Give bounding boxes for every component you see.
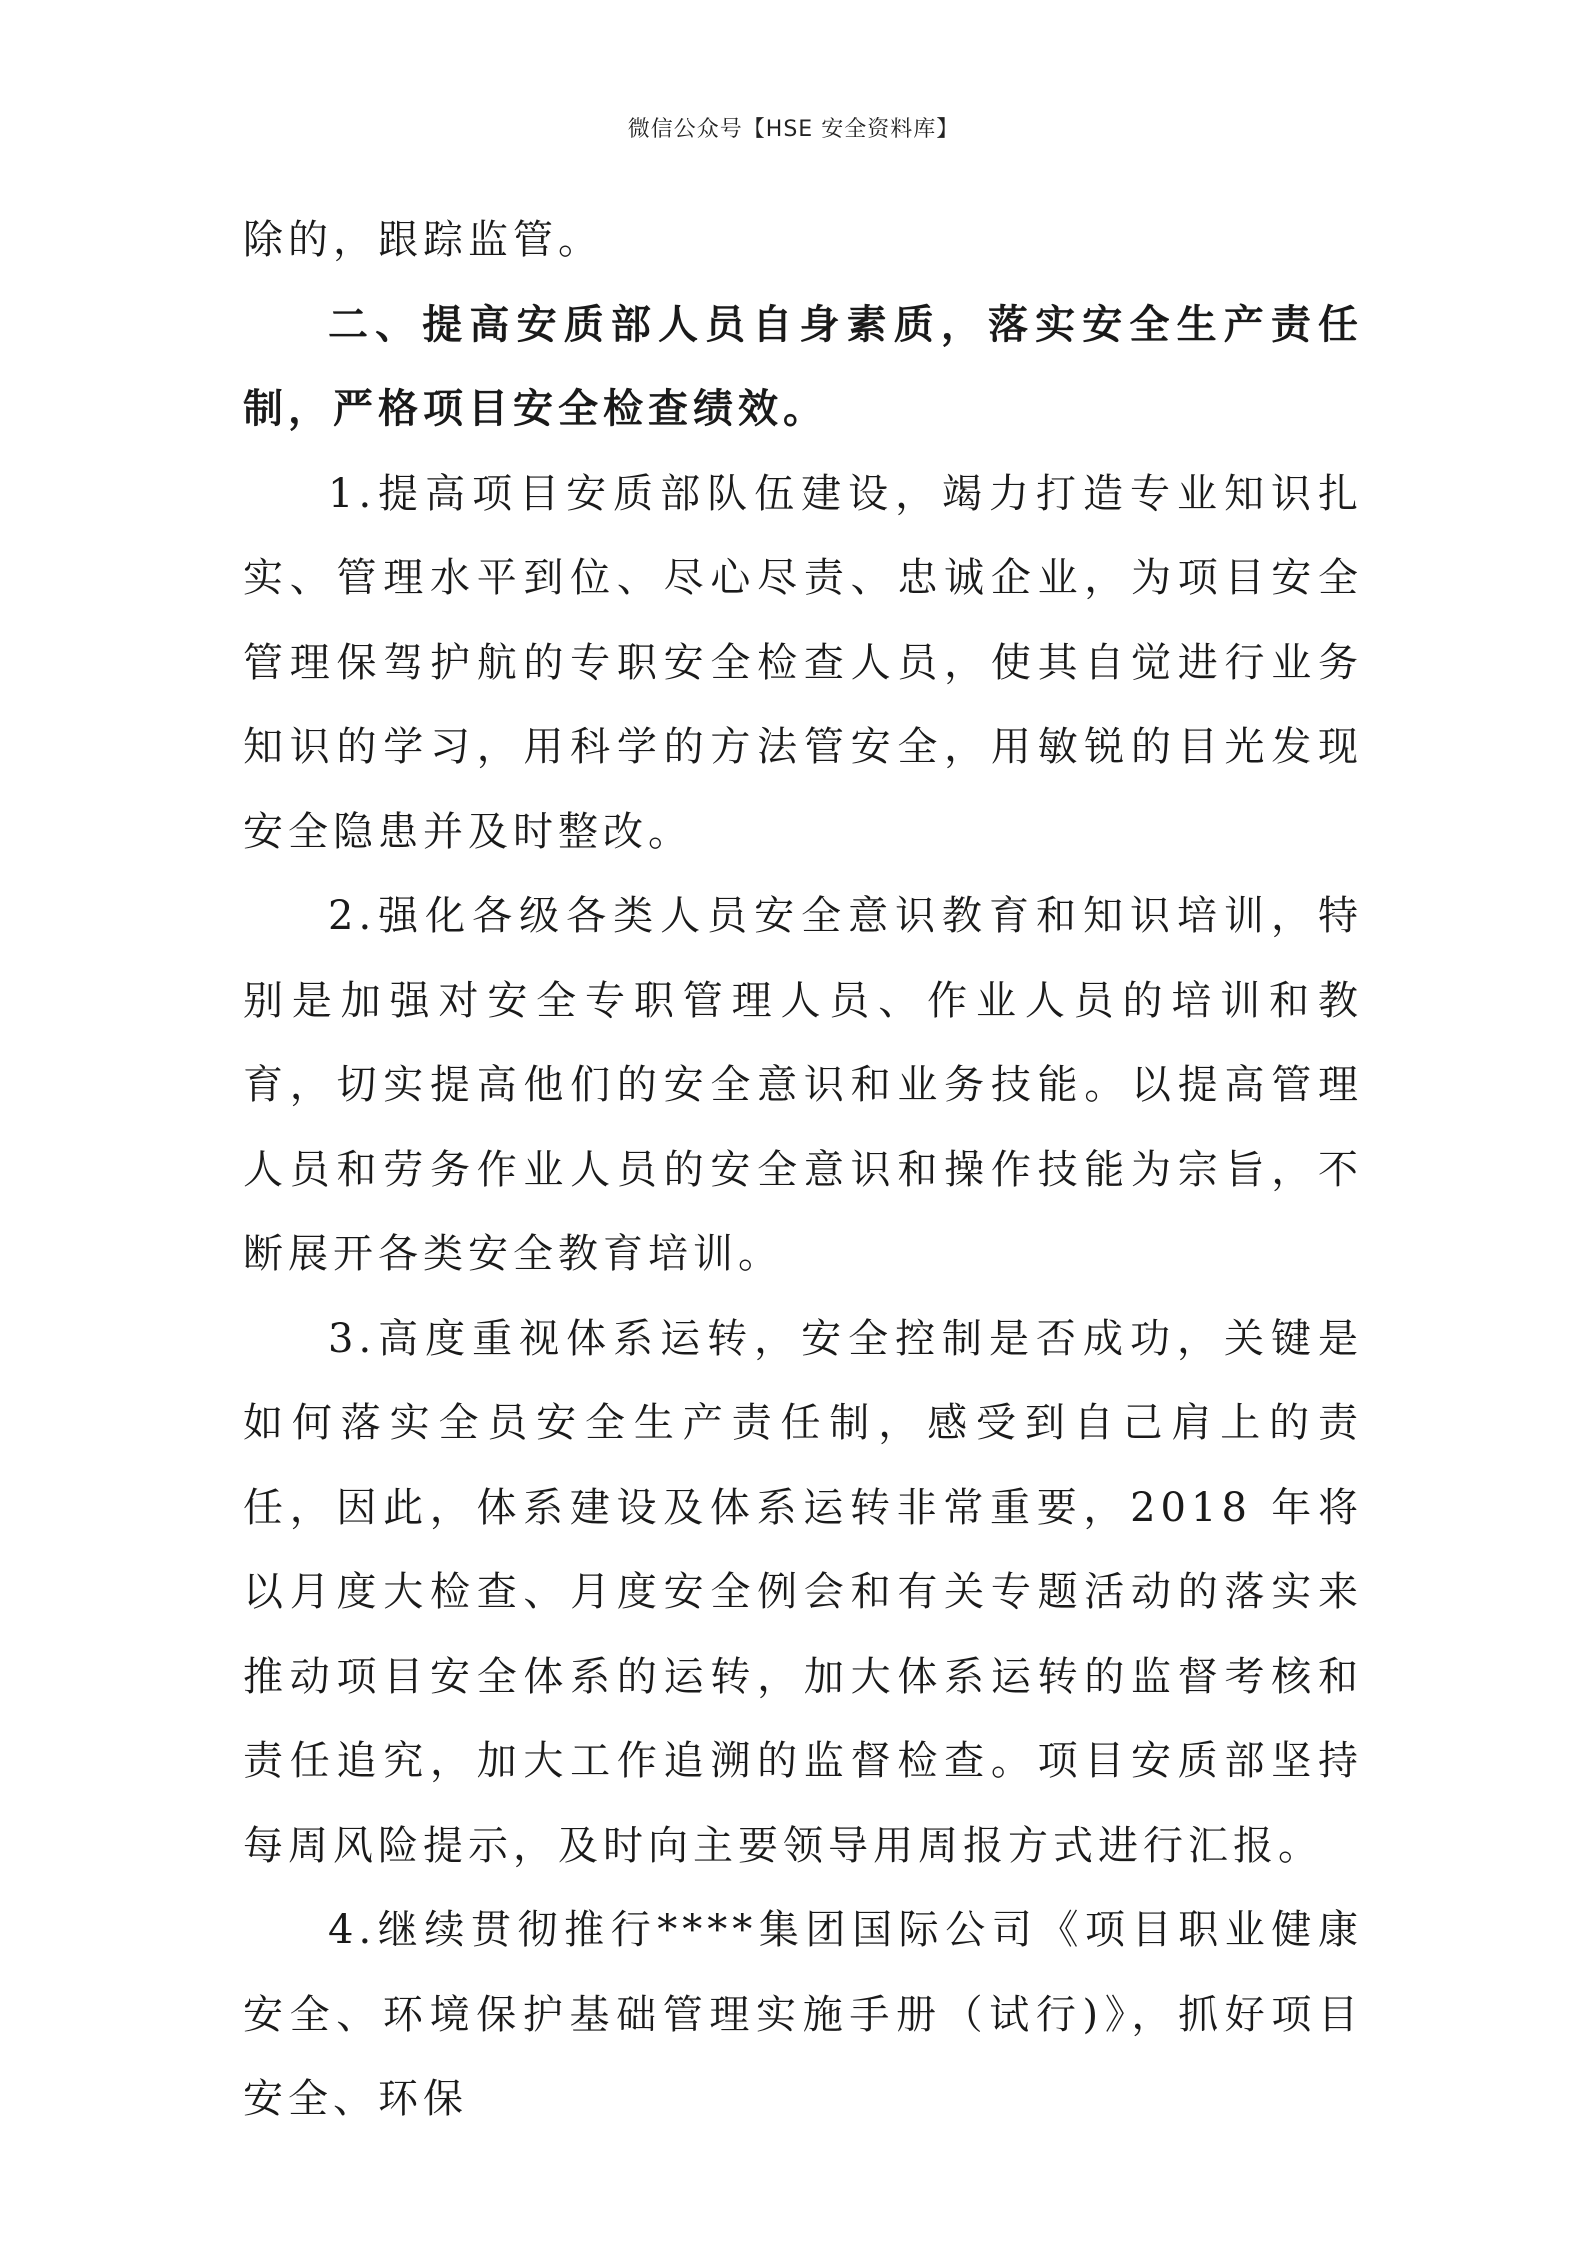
page-header: 微信公众号【HSE 安全资料库】 — [627, 117, 960, 142]
paragraph-item-2: 2.强化各级各类人员安全意识教育和知识培训，特别是加强对安全专职管理人员、作业人员的培训和教育，切实提高他们的安全意识和业务技能。以提高管理人员和劳务作业人员的安全意识和操作技能为宗旨，不断展开各类安全教育培训。 — [243, 893, 1363, 1277]
section-heading-2: 二、提高安质部人员自身素质，落实安全生产责任制，严格项目安全检查绩效。 — [243, 300, 1363, 432]
paragraph-item-1: 1.提高项目安质部队伍建设，竭力打造专业知识扎实、管理水平到位、尽心尽责、忠诚企业，为项目安全管理保驾护航的专职安全检查人员，使其自觉进行业务知识的学习，用科学的方法管安全，用敏锐的目光发现安全隐患并及时整改。 — [243, 470, 1363, 855]
document-body — [243, 198, 1363, 2142]
paragraph-item-4: 4.继续贯彻推行****集团国际公司《项目职业健康安全、环境保护基础管理实施手册（试行)》，抓好项目安全、环保 — [243, 1907, 1363, 2122]
paragraph-item-3: 3.高度重视体系运转，安全控制是否成功，关键是如何落实全员安全生产责任制，感受到自己肩上的责任，因此，体系建设及体系运转非常重要，2018 年将以月度大检查、月度安全例会和有关专题活动的落实来推动项目安全体系的运转，加大体系运转的监督考核和责任追究，加大工作追溯的监督检查。项目安质部坚持每周风险提示，及时向主要领导用周报方式进行汇报。 — [243, 1315, 1363, 1869]
paragraph-continuation: 除的，跟踪监管。 — [243, 217, 603, 263]
